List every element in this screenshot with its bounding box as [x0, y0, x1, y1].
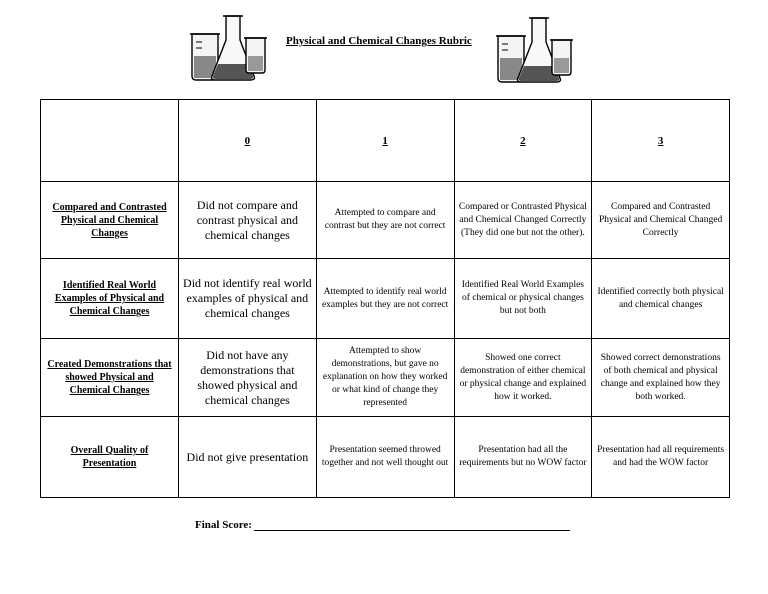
rubric-cell: Identified Real World Examples of chemical or physical changes but not both [454, 259, 592, 339]
final-score-blank[interactable] [254, 518, 570, 531]
table-row [41, 182, 730, 259]
rubric-cell: Did not have any demonstrations that showed physical and chemical changes [179, 339, 317, 417]
rubric-cell: Identified correctly both physical and chemical changes [592, 259, 730, 339]
criterion-label: Identified Real World Examples of Physical and Chemical Changes [41, 259, 179, 339]
score-header: 2 [454, 100, 592, 182]
criterion-label: Created Demonstrations that showed Physical and Chemical Changes [41, 339, 179, 417]
table-row [41, 259, 730, 339]
score-header: 1 [316, 100, 454, 182]
table-row [41, 417, 730, 498]
lab-glassware-icon [188, 12, 268, 82]
rubric-cell: Compared or Contrasted Physical and Chemical Changed Correctly (They did one but not the other). [454, 182, 592, 259]
rubric-cell: Did not give presentation [179, 417, 317, 498]
rubric-cell: Did not compare and contrast physical and chemical changes [179, 182, 317, 259]
rubric-cell: Did not identify real world examples of physical and chemical changes [179, 259, 317, 339]
score-header: 3 [592, 100, 730, 182]
table-row [41, 339, 730, 417]
final-score [195, 518, 570, 531]
criterion-label: Overall Quality of Presentation [41, 417, 179, 498]
rubric-cell: Attempted to compare and contrast but they are not correct [316, 182, 454, 259]
rubric-table [40, 99, 730, 498]
criterion-label: Compared and Contrasted Physical and Chemical Changes [41, 182, 179, 259]
rubric-cell: Attempted to show demonstrations, but gave no explanation on how they worked or what kind of change they represented [316, 339, 454, 417]
lab-glassware-icon [494, 14, 574, 84]
final-score-label: Final Score: [195, 519, 252, 531]
rubric-cell: Showed correct demonstrations of both chemical and physical change and explained how they both worked. [592, 339, 730, 417]
rubric-cell: Showed one correct demonstration of either chemical or physical change and explained how it worked. [454, 339, 592, 417]
corner-cell [41, 100, 179, 182]
table-header-row [41, 100, 730, 182]
score-header: 0 [179, 100, 317, 182]
rubric-cell: Compared and Contrasted Physical and Chemical Changed Correctly [592, 182, 730, 259]
rubric-cell: Attempted to identify real world examples but they are not correct [316, 259, 454, 339]
page-title: Physical and Chemical Changes Rubric [286, 35, 472, 47]
rubric-cell: Presentation seemed throwed together and not well thought out [316, 417, 454, 498]
rubric-cell: Presentation had all requirements and had the WOW factor [592, 417, 730, 498]
rubric-cell: Presentation had all the requirements but no WOW factor [454, 417, 592, 498]
